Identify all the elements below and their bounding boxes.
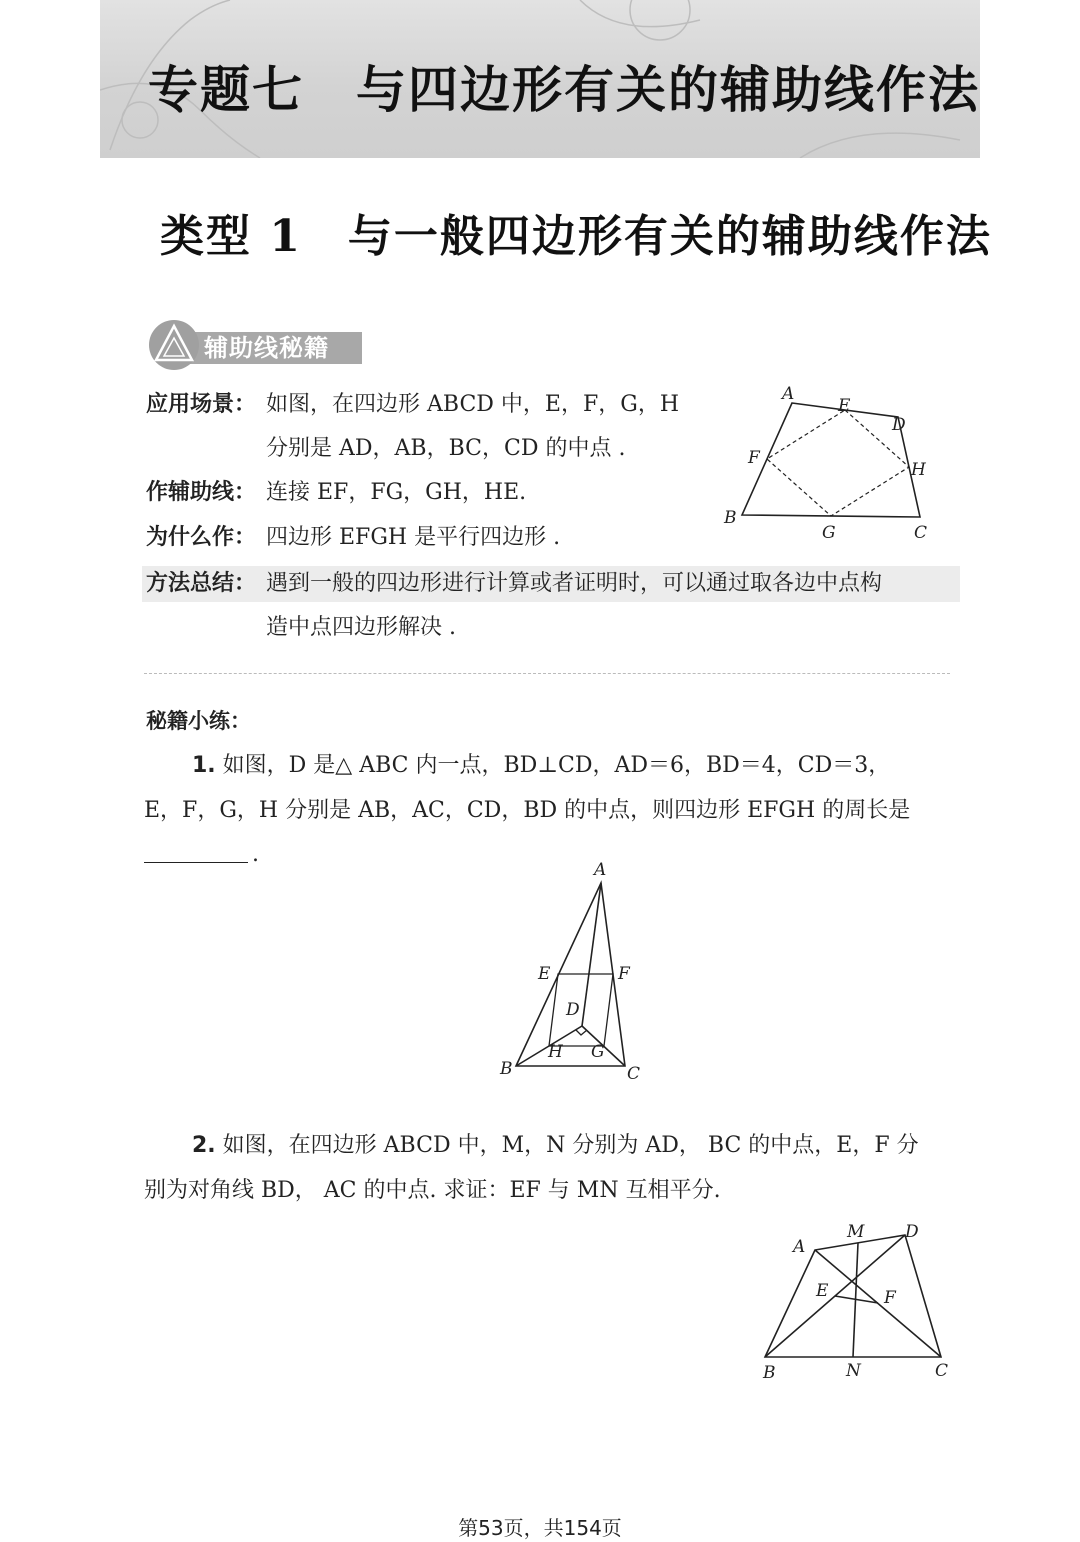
secrets-badge: [146, 318, 362, 370]
label-E: E: [538, 964, 551, 984]
scene-line2: 分别是 AD，AB，BC，CD 的中点 .: [266, 436, 626, 461]
label-G: G: [591, 1042, 605, 1062]
label-B: B: [724, 508, 737, 528]
label-D: D: [905, 1222, 919, 1242]
summary-label: 方法总结：: [146, 571, 257, 596]
label-F: F: [618, 964, 630, 984]
page-footer: 第53页，共154页: [458, 1516, 622, 1540]
aux-row: [146, 478, 527, 508]
aux-text: 连接 EF，FG，GH，HE.: [266, 480, 527, 505]
label-A: A: [594, 860, 607, 880]
figure-triangle-interior-point: [490, 855, 660, 1085]
q1-blank-end: .: [252, 842, 259, 867]
figure-quadrilateral-midpoints: [710, 375, 960, 550]
q2-text1: 如图，在四边形 ABCD 中，M，N 分别为 AD， BC 的中点，E，F 分: [222, 1133, 919, 1158]
scene-label: 应用场景：: [146, 392, 257, 417]
chapter-title: 专题七 与四边形有关的辅助线作法: [148, 61, 980, 119]
summary-line2: 造中点四边形解决 .: [266, 615, 456, 640]
label-G: G: [822, 523, 836, 543]
q2-line2: 别为对角线 BD， AC 的中点. 求证：EF 与 MN 互相平分.: [144, 1178, 721, 1203]
label-B: B: [763, 1363, 776, 1383]
section-title: 类型 1 与一般四边形有关的辅助线作法: [160, 211, 992, 262]
label-E: E: [816, 1281, 829, 1301]
chapter-banner: [100, 0, 980, 158]
q1-text1: 如图，D 是△ ABC 内一点，BD⊥CD，AD＝6，BD＝4，CD＝3，: [222, 753, 891, 778]
q1-line2: E，F，G，H 分别是 AB，AC，CD，BD 的中点，则四边形 EFGH 的周长是: [144, 798, 911, 823]
label-F: F: [748, 448, 760, 468]
triangle-compass-icon: [146, 318, 206, 370]
figure-quadrilateral-diagonals: [755, 1215, 960, 1385]
q2-number: 2.: [192, 1133, 216, 1158]
label-H: H: [911, 460, 926, 480]
label-A: A: [793, 1237, 806, 1257]
why-text: 四边形 EFGH 是平行四边形 .: [266, 525, 561, 550]
scene-row: [146, 390, 680, 461]
practice-title: 秘籍小练：: [146, 709, 251, 733]
aux-label: 作辅助线：: [146, 480, 257, 505]
label-C: C: [935, 1361, 949, 1381]
label-F: F: [884, 1288, 896, 1308]
label-D: D: [892, 415, 906, 435]
label-B: B: [500, 1059, 513, 1079]
label-C: C: [627, 1064, 641, 1084]
label-M: M: [847, 1222, 865, 1242]
label-C: C: [914, 523, 928, 543]
label-H: H: [548, 1042, 563, 1062]
scene-line1: 如图，在四边形 ABCD 中，E，F，G，H: [266, 392, 680, 417]
summary-row: [146, 569, 883, 640]
label-E: E: [838, 396, 851, 416]
why-row: [146, 523, 561, 553]
label-N: N: [846, 1361, 861, 1381]
label-D: D: [566, 1000, 580, 1020]
why-label: 为什么作：: [146, 525, 257, 550]
q1-line1: [192, 751, 890, 781]
badge-label: 辅助线秘籍: [204, 334, 329, 362]
q2-line1: [192, 1131, 919, 1161]
summary-line1: 遇到一般的四边形进行计算或者证明时，可以通过取各边中点构: [266, 571, 883, 596]
q1-number: 1.: [192, 753, 216, 778]
section-divider: [144, 673, 950, 674]
q1-answer-blank: [144, 862, 248, 863]
label-A: A: [782, 384, 795, 404]
